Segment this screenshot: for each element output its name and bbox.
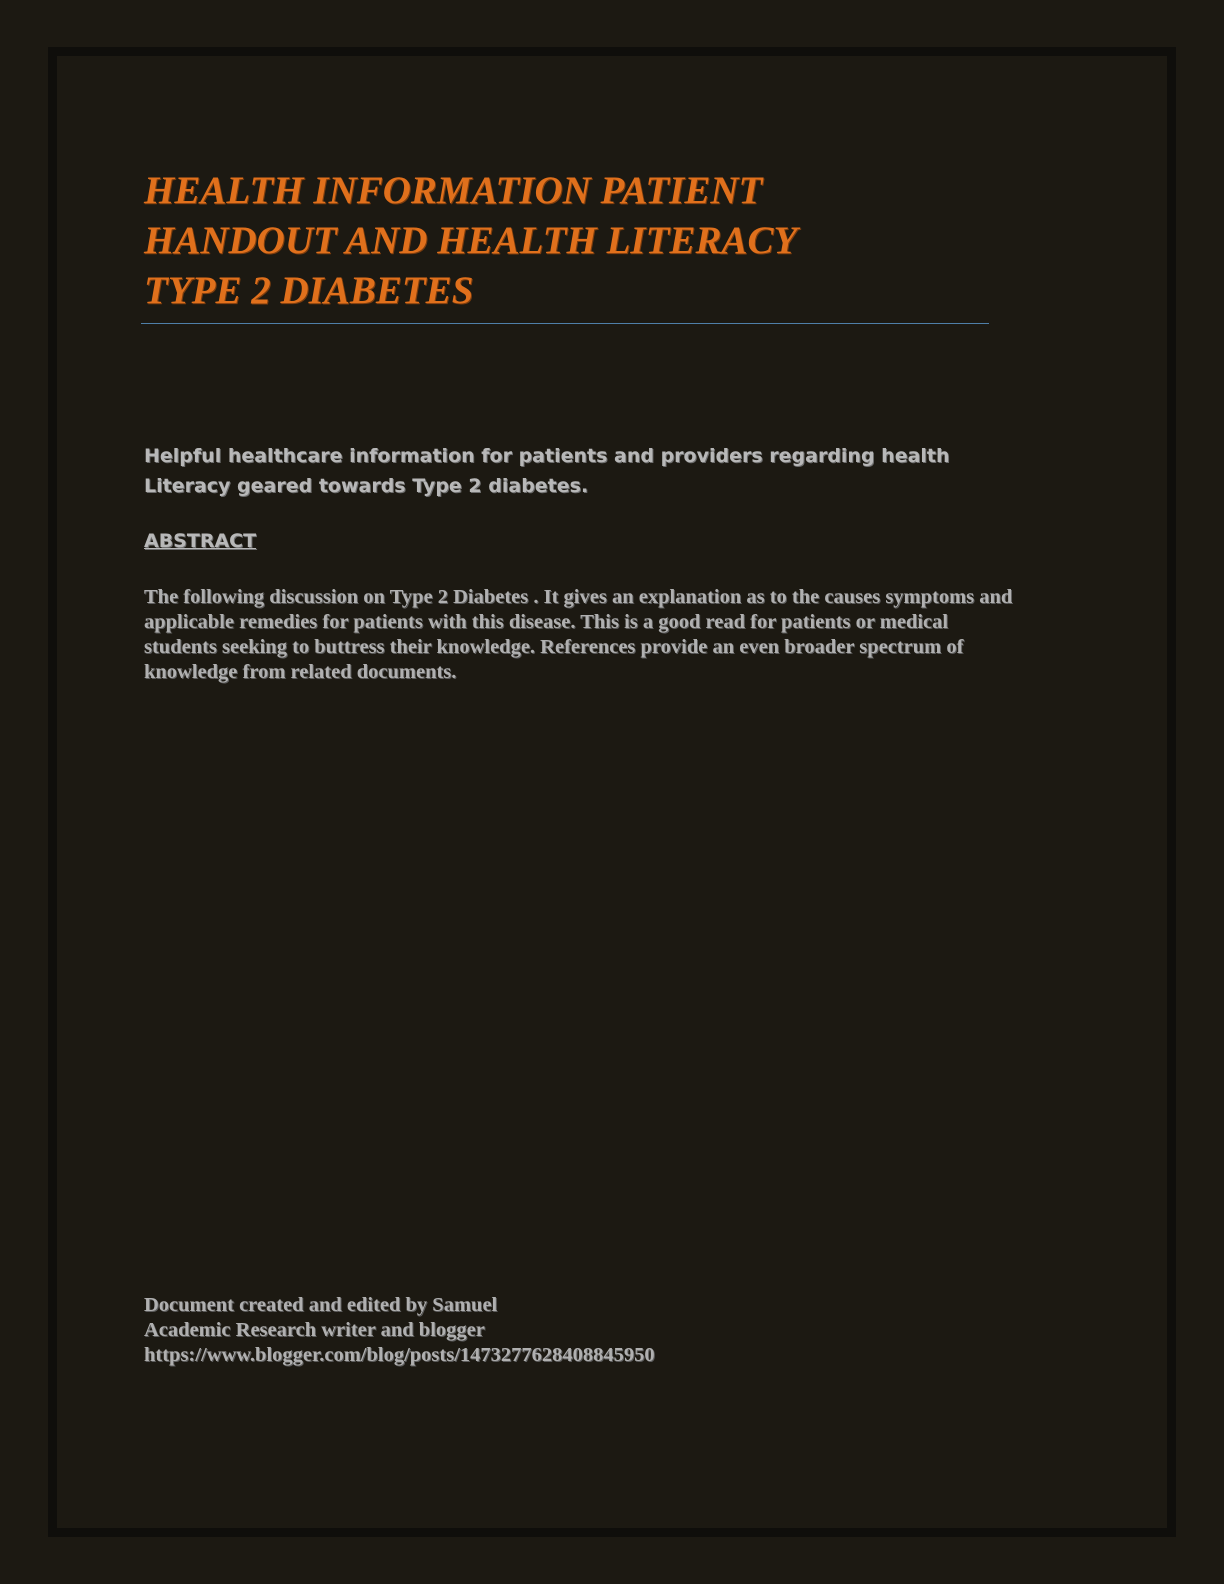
abstract-line-1: The following discussion on Type 2 Diabetes . It gives an explanation as to the causes symptoms and: [144, 586, 1013, 608]
blog-url: https://www.blogger.com/blog/posts/1473277628408845950: [144, 1344, 655, 1366]
title-line-2: HANDOUT AND HEALTH LITERACY: [144, 219, 798, 262]
document-title: [144, 166, 984, 316]
abstract-heading: ABSTRACT: [144, 530, 257, 552]
subtitle-line-1: Helpful healthcare information for patients and providers regarding health: [144, 445, 950, 467]
abstract-line-3: students seeking to buttress their knowledge. References provide an even broader spectrum of: [144, 636, 964, 658]
title-line-1: HEALTH INFORMATION PATIENT: [144, 169, 763, 212]
abstract-line-2: applicable remedies for patients with this disease. This is a good read for patients or medical: [144, 611, 949, 633]
abstract-line-4: knowledge from related documents.: [144, 661, 457, 683]
author-footer: [144, 1293, 944, 1368]
author-credit: Document created and edited by Samuel: [144, 1294, 498, 1316]
title-line-3: TYPE 2 DIABETES: [144, 269, 474, 312]
subtitle-line-2: Literacy geared towards Type 2 diabetes.: [144, 475, 589, 497]
document-subtitle: [144, 441, 964, 501]
author-role: Academic Research writer and blogger: [144, 1319, 485, 1341]
title-divider: [141, 323, 989, 324]
abstract-body: [144, 585, 1094, 685]
